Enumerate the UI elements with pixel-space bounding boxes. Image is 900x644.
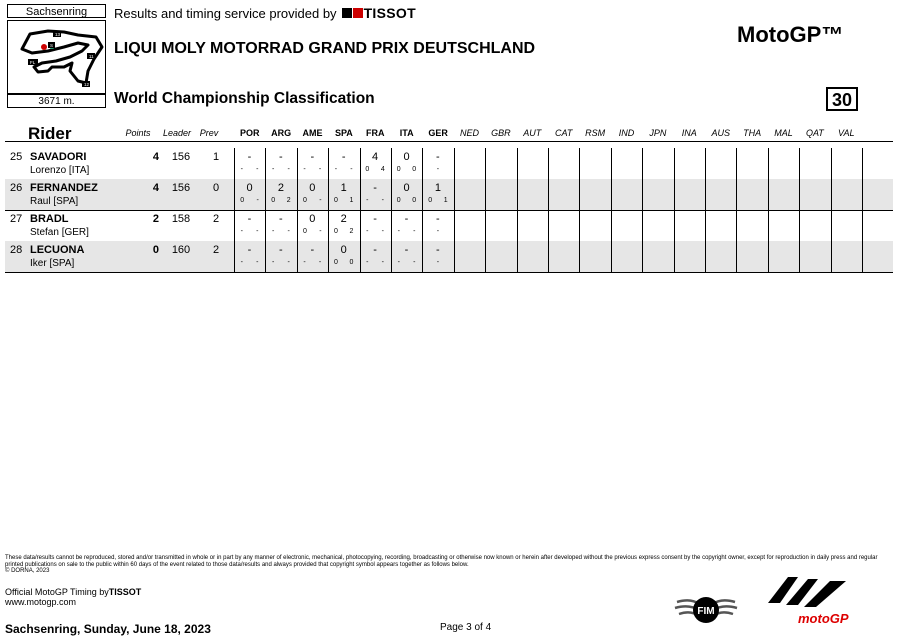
column-divider bbox=[831, 241, 832, 272]
race-column-header: MAL bbox=[774, 128, 793, 138]
race-points-cell: 0 bbox=[403, 151, 410, 163]
breakdown-value: - bbox=[287, 259, 290, 266]
column-divider bbox=[579, 210, 580, 241]
rider-position: 26 bbox=[10, 182, 23, 194]
column-divider bbox=[705, 241, 706, 272]
track-outline-icon bbox=[8, 21, 105, 93]
breakdown-value: - bbox=[334, 166, 338, 173]
race-points-breakdown bbox=[422, 259, 453, 266]
column-divider bbox=[611, 179, 612, 210]
race-column-header: ITA bbox=[399, 128, 414, 138]
race-points-breakdown bbox=[391, 166, 422, 173]
column-divider bbox=[705, 210, 706, 241]
race-points-breakdown bbox=[297, 166, 328, 173]
race-points-breakdown bbox=[391, 197, 422, 204]
race-points-cell: 1 bbox=[434, 182, 441, 194]
breakdown-value: - bbox=[318, 166, 322, 173]
breakdown-value: - bbox=[436, 259, 440, 266]
column-divider bbox=[799, 210, 800, 241]
column-divider bbox=[736, 210, 737, 241]
race-points-cell: - bbox=[279, 213, 283, 225]
race-points-cell: - bbox=[341, 151, 346, 163]
race-column-header: QAT bbox=[805, 128, 824, 138]
rider-column-header: Rider bbox=[28, 124, 72, 143]
copyright-disclaimer bbox=[5, 555, 885, 575]
breakdown-value: 0 bbox=[302, 197, 307, 204]
column-divider bbox=[768, 210, 769, 241]
tissot-logo: TISSOT bbox=[342, 5, 416, 21]
column-divider bbox=[862, 210, 863, 241]
rider-leader-gap: 156 bbox=[171, 151, 191, 163]
svg-text:FIM: FIM bbox=[697, 606, 715, 617]
circuit-name: Sachsenring bbox=[7, 4, 106, 18]
breakdown-value: - bbox=[366, 259, 369, 266]
breakdown-value: - bbox=[413, 259, 416, 266]
breakdown-value: - bbox=[256, 166, 259, 173]
column-divider bbox=[548, 148, 549, 179]
rider-points: 2 bbox=[152, 213, 159, 225]
points-column-header: Points bbox=[125, 128, 151, 138]
column-divider bbox=[579, 148, 580, 179]
rider-position: 28 bbox=[10, 244, 23, 256]
svg-text:13: 13 bbox=[55, 32, 61, 37]
breakdown-value: 0 bbox=[365, 166, 370, 173]
prev-column-header: Prev bbox=[199, 128, 219, 138]
breakdown-value: - bbox=[287, 166, 290, 173]
race-points-breakdown bbox=[234, 259, 265, 266]
race-points-cell: - bbox=[373, 244, 377, 256]
breakdown-value: 0 bbox=[428, 197, 433, 204]
footer-date: Sachsenring, Sunday, June 18, 2023 bbox=[5, 622, 211, 636]
breakdown-value: - bbox=[240, 228, 243, 235]
column-divider bbox=[579, 241, 580, 272]
breakdown-value: 0 bbox=[302, 228, 307, 235]
column-divider bbox=[799, 179, 800, 210]
breakdown-value: 4 bbox=[380, 166, 385, 173]
rider-prev-gap: 2 bbox=[212, 213, 220, 225]
race-column-header: RSM bbox=[585, 128, 606, 138]
table-row bbox=[5, 179, 893, 211]
race-column-header: AUS bbox=[711, 128, 730, 138]
race-points-cell: 0 bbox=[309, 213, 316, 225]
breakdown-value: - bbox=[413, 228, 416, 235]
svg-text:S: S bbox=[50, 43, 54, 48]
race-points-breakdown bbox=[422, 197, 453, 204]
column-divider bbox=[485, 179, 486, 210]
race-points-cell: 4 bbox=[372, 151, 379, 163]
breakdown-value: 2 bbox=[286, 197, 291, 204]
breakdown-value: - bbox=[319, 197, 322, 204]
breakdown-value: 0 bbox=[271, 197, 276, 204]
race-column-header: FRA bbox=[366, 128, 385, 138]
race-points-breakdown bbox=[422, 166, 453, 173]
breakdown-value: - bbox=[319, 228, 322, 235]
breakdown-value: 0 bbox=[333, 197, 338, 204]
breakdown-value: 0 bbox=[240, 197, 245, 204]
column-divider bbox=[862, 148, 863, 179]
column-divider bbox=[485, 210, 486, 241]
race-points-breakdown bbox=[391, 259, 422, 266]
race-points-breakdown bbox=[391, 228, 422, 235]
race-points-cell: - bbox=[436, 151, 440, 163]
race-points-breakdown bbox=[265, 228, 296, 235]
breakdown-value: - bbox=[350, 166, 353, 173]
column-divider bbox=[862, 241, 863, 272]
race-points-breakdown bbox=[328, 166, 359, 173]
race-points-cell: - bbox=[404, 213, 409, 225]
rider-surname: FERNANDEZ bbox=[30, 182, 98, 194]
race-column-header: AME bbox=[302, 128, 323, 138]
breakdown-value: - bbox=[397, 228, 400, 235]
column-divider bbox=[517, 241, 518, 272]
race-column-header: SPA bbox=[334, 128, 353, 138]
race-points-breakdown bbox=[265, 197, 296, 204]
rider-firstname: Stefan [GER] bbox=[30, 227, 89, 238]
breakdown-value: - bbox=[256, 259, 259, 266]
column-divider bbox=[831, 179, 832, 210]
race-points-breakdown bbox=[360, 197, 391, 204]
breakdown-value: - bbox=[256, 197, 259, 204]
page-subtitle: World Championship Classification bbox=[114, 90, 375, 107]
breakdown-value: 1 bbox=[349, 197, 354, 204]
column-divider bbox=[642, 179, 643, 210]
breakdown-value: - bbox=[366, 197, 369, 204]
column-divider bbox=[485, 148, 486, 179]
column-divider bbox=[454, 241, 455, 272]
race-points-cell: - bbox=[247, 244, 252, 256]
race-points-breakdown bbox=[360, 166, 391, 173]
column-divider bbox=[705, 179, 706, 210]
race-column-header: GER bbox=[428, 128, 448, 138]
race-points-cell: 0 bbox=[403, 182, 410, 194]
column-divider bbox=[642, 210, 643, 241]
race-column-header: AUT bbox=[523, 128, 542, 138]
rider-leader-gap: 160 bbox=[171, 244, 191, 256]
column-divider bbox=[517, 179, 518, 210]
disclaimer-text: These data/results cannot be reproduced, stored and/or transmitted in whole or in part by any manner of electronic, mechanical, photocopying, recording, broadcasting or otherwise now known or herein after developed without the previous express consent by the copyright owner, except for reproduction in daily press and regular printed publications on sale to the public within 60 days of the event related to those data/results and always provided that copyright symbol appears together as follows below. bbox=[5, 555, 878, 568]
column-divider bbox=[611, 210, 612, 241]
rider-points: 4 bbox=[152, 151, 159, 163]
race-points-cell: - bbox=[373, 182, 377, 194]
breakdown-value: 2 bbox=[349, 228, 354, 235]
column-divider bbox=[799, 241, 800, 272]
race-points-cell: 0 bbox=[340, 244, 347, 256]
svg-text:11: 11 bbox=[89, 54, 94, 59]
race-points-breakdown bbox=[328, 228, 359, 235]
provided-by-text: Results and timing service provided by bbox=[114, 5, 337, 21]
column-divider bbox=[674, 148, 675, 179]
rider-points: 4 bbox=[152, 182, 159, 194]
breakdown-value: - bbox=[381, 197, 385, 204]
race-points-cell: - bbox=[404, 244, 409, 256]
breakdown-value: - bbox=[271, 259, 275, 266]
breakdown-value: 0 bbox=[333, 259, 338, 266]
race-points-cell: - bbox=[310, 244, 315, 256]
race-column-header: IND bbox=[618, 128, 635, 138]
svg-text:FL: FL bbox=[30, 60, 36, 65]
rider-surname: SAVADORI bbox=[30, 151, 87, 163]
breakdown-value: 0 bbox=[349, 259, 354, 266]
breakdown-value: 0 bbox=[412, 166, 417, 173]
rider-position: 25 bbox=[10, 151, 23, 163]
column-divider bbox=[611, 241, 612, 272]
breakdown-value: - bbox=[436, 166, 440, 173]
rider-firstname: Lorenzo [ITA] bbox=[30, 165, 90, 176]
race-column-header: JPN bbox=[649, 128, 667, 138]
breakdown-value: - bbox=[303, 166, 306, 173]
column-divider bbox=[736, 179, 737, 210]
leader-column-header: Leader bbox=[162, 128, 192, 138]
race-points-breakdown bbox=[297, 228, 328, 235]
column-divider bbox=[548, 179, 549, 210]
race-points-breakdown bbox=[297, 197, 328, 204]
rider-position: 27 bbox=[10, 213, 23, 225]
timing-provider bbox=[114, 5, 416, 21]
breakdown-value: - bbox=[381, 259, 385, 266]
race-points-cell: 2 bbox=[340, 213, 347, 225]
race-points-cell: - bbox=[373, 213, 377, 225]
race-points-cell: - bbox=[436, 213, 440, 225]
breakdown-value: - bbox=[381, 228, 385, 235]
breakdown-value: - bbox=[366, 228, 369, 235]
race-column-header: ARG bbox=[271, 128, 292, 138]
column-divider bbox=[642, 241, 643, 272]
brand-title: MotoGP™ bbox=[737, 22, 844, 47]
rider-leader-gap: 158 bbox=[171, 213, 191, 225]
race-column-header: NED bbox=[459, 128, 479, 138]
race-points-cell: - bbox=[279, 244, 283, 256]
race-points-breakdown bbox=[328, 197, 359, 204]
breakdown-value: - bbox=[318, 259, 322, 266]
race-points-breakdown bbox=[328, 259, 359, 266]
tissot-t-icon bbox=[342, 8, 352, 18]
column-divider bbox=[642, 148, 643, 179]
breakdown-value: - bbox=[240, 259, 243, 266]
race-points-breakdown bbox=[265, 259, 296, 266]
column-divider bbox=[517, 210, 518, 241]
column-divider bbox=[611, 148, 612, 179]
column-divider bbox=[674, 179, 675, 210]
official-prefix: Official MotoGP Timing by bbox=[5, 587, 109, 597]
race-points-cell: 0 bbox=[246, 182, 253, 194]
race-column-header: VAL bbox=[838, 128, 855, 138]
breakdown-value: - bbox=[397, 259, 400, 266]
breakdown-value: 0 bbox=[412, 197, 417, 204]
breakdown-value: - bbox=[271, 166, 275, 173]
fim-logo bbox=[673, 592, 739, 633]
race-points-breakdown bbox=[360, 259, 391, 266]
motogp-logo bbox=[758, 573, 858, 638]
column-divider bbox=[736, 148, 737, 179]
rider-prev-gap: 0 bbox=[212, 182, 220, 194]
copyright-text: © DORNA, 2023 bbox=[5, 568, 50, 574]
official-brand: TISSOT bbox=[108, 587, 142, 597]
breakdown-value: 1 bbox=[443, 197, 448, 204]
website-link[interactable]: www.motogp.com bbox=[5, 597, 77, 607]
column-divider bbox=[674, 241, 675, 272]
page-number-box: 30 bbox=[826, 87, 858, 111]
rider-prev-gap: 1 bbox=[212, 151, 220, 163]
column-divider bbox=[485, 241, 486, 272]
race-column-header: GBR bbox=[491, 128, 511, 138]
motogp-swoosh-icon bbox=[758, 573, 858, 633]
rider-leader-gap: 156 bbox=[171, 182, 191, 194]
column-divider bbox=[674, 210, 675, 241]
breakdown-value: 0 bbox=[396, 166, 401, 173]
race-points-breakdown bbox=[234, 197, 265, 204]
race-column-header: THA bbox=[743, 128, 762, 138]
race-points-cell: 1 bbox=[340, 182, 347, 194]
race-points-breakdown bbox=[234, 166, 265, 173]
column-divider bbox=[579, 179, 580, 210]
race-points-breakdown bbox=[297, 259, 328, 266]
rider-firstname: Iker [SPA] bbox=[30, 258, 75, 269]
svg-text:motoGP: motoGP bbox=[798, 611, 849, 626]
table-row bbox=[5, 148, 893, 180]
rider-points: 0 bbox=[152, 244, 159, 256]
svg-text:12: 12 bbox=[84, 82, 90, 87]
rider-surname: BRADL bbox=[30, 213, 69, 225]
official-timing bbox=[5, 587, 141, 607]
breakdown-value: - bbox=[256, 228, 259, 235]
column-divider bbox=[548, 241, 549, 272]
column-divider bbox=[862, 179, 863, 210]
race-column-header: INA bbox=[681, 128, 697, 138]
column-divider bbox=[548, 210, 549, 241]
race-column-header: POR bbox=[239, 128, 260, 138]
rider-firstname: Raul [SPA] bbox=[30, 196, 79, 207]
column-divider bbox=[454, 148, 455, 179]
race-column-header: CAT bbox=[555, 128, 573, 138]
breakdown-value: - bbox=[436, 228, 440, 235]
race-points-breakdown bbox=[360, 228, 391, 235]
race-points-cell: - bbox=[310, 151, 315, 163]
column-divider bbox=[736, 241, 737, 272]
column-divider bbox=[517, 148, 518, 179]
column-divider bbox=[831, 148, 832, 179]
rider-prev-gap: 2 bbox=[212, 244, 220, 256]
column-divider bbox=[768, 241, 769, 272]
track-length: 3671 m. bbox=[7, 94, 106, 108]
header-rule bbox=[5, 141, 893, 142]
swiss-cross-icon bbox=[353, 8, 363, 18]
race-points-breakdown bbox=[422, 228, 453, 235]
column-divider bbox=[705, 148, 706, 179]
event-title: LIQUI MOLY MOTORRAD GRAND PRIX DEUTSCHLAND bbox=[114, 40, 536, 57]
race-points-breakdown bbox=[265, 166, 296, 173]
column-divider bbox=[799, 148, 800, 179]
column-divider bbox=[768, 179, 769, 210]
column-divider bbox=[454, 210, 455, 241]
breakdown-value: - bbox=[271, 228, 275, 235]
column-divider bbox=[454, 179, 455, 210]
breakdown-value: 0 bbox=[396, 197, 401, 204]
column-divider bbox=[768, 148, 769, 179]
footer-page-number: Page 3 of 4 bbox=[440, 622, 492, 633]
breakdown-value: - bbox=[287, 228, 290, 235]
race-points-cell: - bbox=[279, 151, 283, 163]
table-row bbox=[5, 210, 893, 242]
race-points-cell: 0 bbox=[309, 182, 316, 194]
race-points-cell: - bbox=[436, 244, 440, 256]
breakdown-value: 0 bbox=[333, 228, 338, 235]
column-divider bbox=[831, 210, 832, 241]
track-map bbox=[7, 20, 106, 94]
race-points-breakdown bbox=[234, 228, 265, 235]
race-points-cell: - bbox=[247, 151, 252, 163]
breakdown-value: - bbox=[240, 166, 243, 173]
breakdown-value: - bbox=[303, 259, 306, 266]
race-points-cell: - bbox=[247, 213, 252, 225]
race-points-cell: 2 bbox=[277, 182, 284, 194]
fim-wings-icon bbox=[673, 592, 739, 628]
table-row bbox=[5, 241, 893, 273]
rider-surname: LECUONA bbox=[30, 244, 85, 256]
